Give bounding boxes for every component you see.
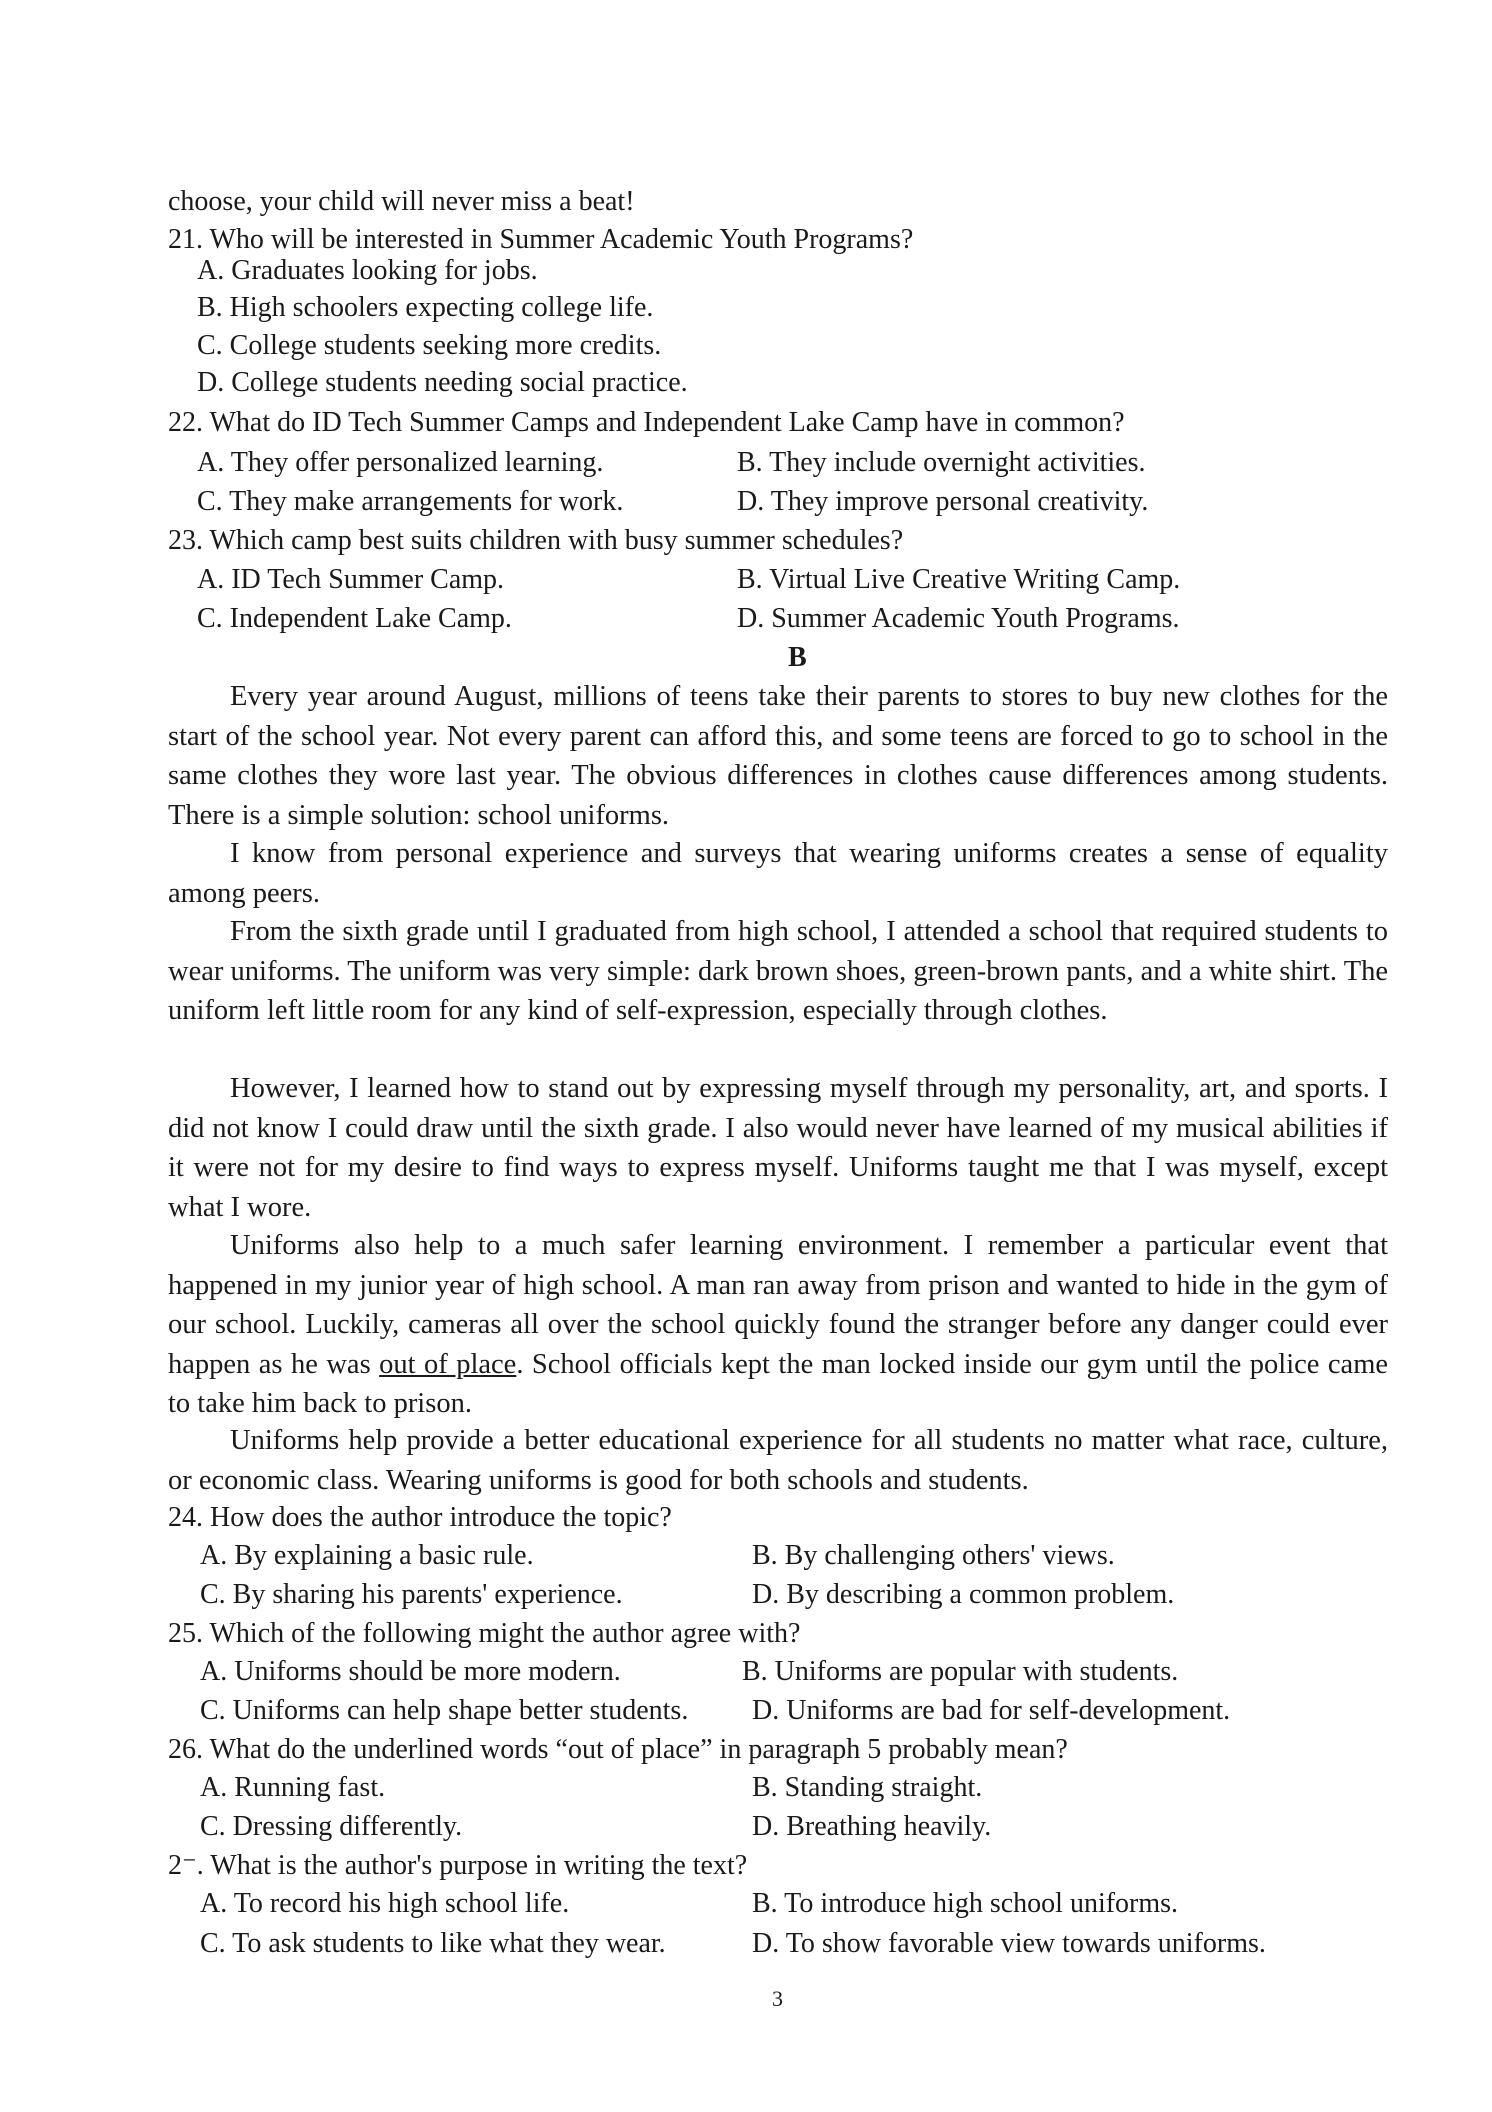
question-24-option-b: B. By challenging others' views.: [752, 1540, 1115, 1571]
question-23-stem: 23. Which camp best suits children with busy summer schedules?: [168, 525, 904, 556]
question-21-option-b: B. High schoolers expecting college life.: [197, 292, 654, 323]
underlined-phrase: out of place: [379, 1348, 517, 1380]
question-21-stem: 21. Who will be interested in Summer Academic Youth Programs?: [168, 224, 914, 255]
question-27-option-d: D. To show favorable view towards uniforms.: [752, 1928, 1266, 1959]
question-27-option-a: A. To record his high school life.: [200, 1888, 570, 1919]
page-number: 3: [772, 1986, 783, 2011]
question-25-option-b: B. Uniforms are popular with students.: [742, 1656, 1179, 1687]
question-26-option-b: B. Standing straight.: [752, 1772, 983, 1803]
question-27-option-c: C. To ask students to like what they wear.: [200, 1928, 666, 1959]
question-25-stem: 25. Which of the following might the author agree with?: [168, 1618, 801, 1649]
question-22-stem: 22. What do ID Tech Summer Camps and Independent Lake Camp have in common?: [168, 407, 1125, 438]
question-25-option-a: A. Uniforms should be more modern.: [200, 1656, 621, 1687]
question-25-option-c: C. Uniforms can help shape better students.: [200, 1695, 689, 1726]
paragraph-5-text-after: . School officials kept the man locked inside our gym until the police came to take him back to prison.: [168, 1348, 1389, 1419]
question-26-stem: 26. What do the underlined words “out of place” in paragraph 5 probably mean?: [168, 1734, 1068, 1765]
question-25-option-d: D. Uniforms are bad for self-development.: [752, 1695, 1231, 1726]
question-22-option-a: A. They offer personalized learning.: [197, 447, 604, 478]
question-27-stem: 2⁻. What is the author's purpose in writing the text?: [168, 1850, 748, 1881]
question-23-option-b: B. Virtual Live Creative Writing Camp.: [737, 564, 1181, 595]
question-22-option-c: C. They make arrangements for work.: [197, 486, 624, 517]
passage-paragraph-6: Uniforms help provide a better educational experience for all students no matter what race, culture, or economic class. Wearing uniforms is good for both schools and students.: [168, 1425, 1388, 1496]
question-24-stem: 24. How does the author introduce the topic?: [168, 1502, 672, 1533]
passage-paragraph-3: From the sixth grade until I graduated from high school, I attended a school that required students to wear uniforms. The uniform was very simple: dark brown shoes, green-brown pants, and a white shirt. The uniform left little room for any kind of self-expression, especially through clothes.: [168, 916, 1388, 1026]
question-24-option-d: D. By describing a common problem.: [752, 1579, 1175, 1610]
passage-paragraph-2: I know from personal experience and surveys that wearing uniforms creates a sense of equality among peers.: [168, 838, 1388, 909]
question-27-option-b: B. To introduce high school uniforms.: [752, 1888, 1179, 1919]
paragraph-5-text-before: Uniforms also help to a much safer learning environment. I remember a particular event that happened in my junior year of high school. A man ran away from prison and wanted to hide in the gym of our school. Luckily, cameras all over the school quickly found the stranger before any danger could ever happen as he was: [168, 1230, 1388, 1380]
question-21-option-a: A. Graduates looking for jobs.: [197, 255, 538, 286]
passage-continuation: choose, your child will never miss a beat!: [168, 186, 635, 217]
question-22-option-b: B. They include overnight activities.: [737, 447, 1146, 478]
question-26-option-c: C. Dressing differently.: [200, 1811, 463, 1842]
passage-paragraph-4: However, I learned how to stand out by expressing myself through my personality, art, and sports. I did not know I could draw until the sixth grade. I also would never have learned of my musical abilities if it were not for my desire to find ways to express myself. Uniforms taught me that I was myself, except what I wore.: [168, 1073, 1388, 1223]
question-21-option-c: C. College students seeking more credits.: [197, 330, 662, 361]
passage-paragraph-5: [168, 1226, 1388, 1424]
passage-paragraph-1: Every year around August, millions of teens take their parents to stores to buy new clothes for the start of the school year. Not every parent can afford this, and some teens are forced to go to school in the same clothes they wore last year. The obvious differences in clothes cause differences among students. There is a simple solution: school uniforms.: [168, 681, 1388, 831]
question-24-option-a: A. By explaining a basic rule.: [200, 1540, 534, 1571]
question-26-option-d: D. Breathing heavily.: [752, 1811, 992, 1842]
question-21-option-d: D. College students needing social practice.: [197, 367, 688, 398]
question-26-option-a: A. Running fast.: [200, 1772, 386, 1803]
question-23-option-d: D. Summer Academic Youth Programs.: [737, 603, 1180, 634]
question-22-option-d: D. They improve personal creativity.: [737, 486, 1149, 517]
section-b-heading: B: [788, 642, 807, 673]
question-23-option-a: A. ID Tech Summer Camp.: [197, 564, 505, 595]
question-23-option-c: C. Independent Lake Camp.: [197, 603, 512, 634]
question-24-option-c: C. By sharing his parents' experience.: [200, 1579, 623, 1610]
